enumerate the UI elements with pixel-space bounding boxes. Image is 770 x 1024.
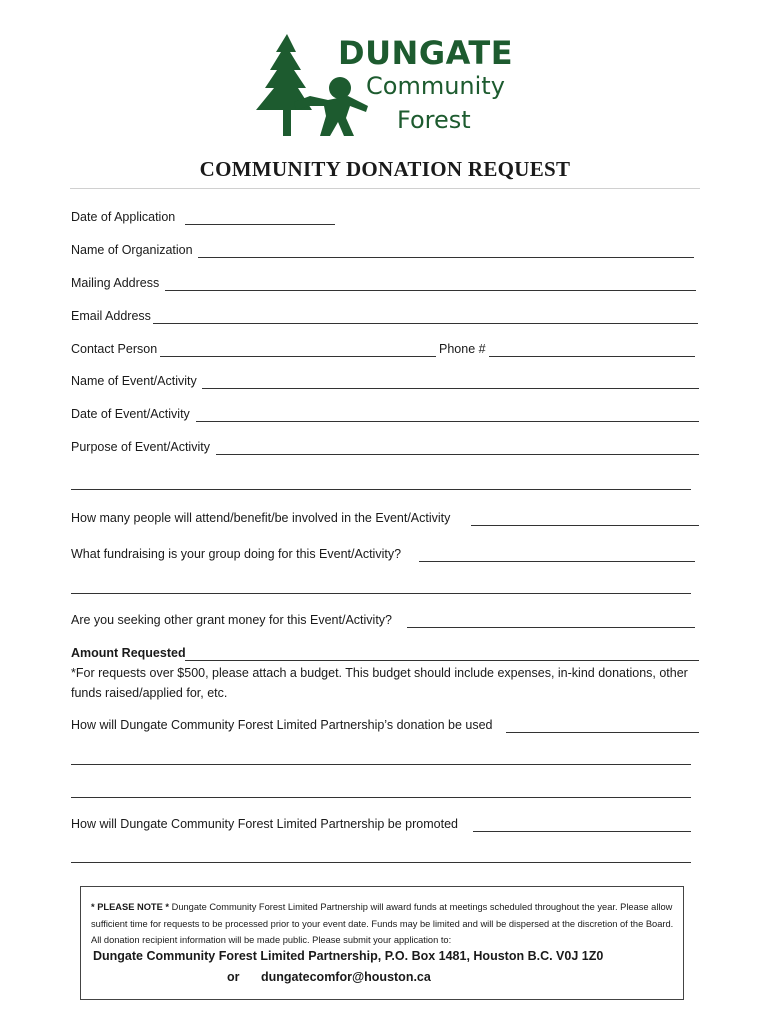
child-figure-icon bbox=[294, 77, 368, 136]
fundraising-field bbox=[71, 545, 696, 563]
notice-body: Dungate Community Forest Limited Partnership will award funds at meetings scheduled throughout the year. Please allow sufficient time for requests to be processed prior to your event date. Funds may be limited and will be dispersed at the discretion of the Board. All donation recipient information will be made public. Please submit your application to: bbox=[91, 902, 674, 945]
event-name-label: Name of Event/Activity bbox=[71, 374, 197, 388]
donation-use-label: How will Dungate Community Forest Limited Partnership’s donation be used bbox=[71, 718, 493, 732]
please-note-label: * PLEASE NOTE * bbox=[91, 902, 170, 912]
mailing-address-text: Dungate Community Forest Limited Partnership, P.O. Box 1481, Houston B.C. V0J 1Z0 bbox=[93, 949, 604, 963]
event-purpose-field bbox=[71, 438, 700, 456]
event-purpose-input[interactable] bbox=[216, 454, 699, 455]
contact-person-field bbox=[71, 340, 698, 358]
donation-use-continued-line-1[interactable] bbox=[71, 764, 691, 765]
event-date-label: Date of Event/Activity bbox=[71, 407, 190, 421]
promotion-continued-line[interactable] bbox=[71, 862, 691, 863]
date-of-application-label: Date of Application bbox=[71, 210, 176, 224]
donation-use-field bbox=[71, 716, 700, 734]
date-of-application-field bbox=[71, 208, 341, 226]
mailing-address-input[interactable] bbox=[165, 290, 696, 291]
title-divider bbox=[70, 188, 700, 189]
logo-title-community: Community bbox=[366, 72, 505, 100]
email-address-field bbox=[71, 307, 699, 325]
phone-input[interactable] bbox=[489, 356, 695, 357]
organization-input[interactable] bbox=[198, 257, 694, 258]
event-date-field bbox=[71, 405, 700, 423]
promotion-label: How will Dungate Community Forest Limited Partnership be promoted bbox=[71, 817, 458, 831]
amount-requested-field bbox=[71, 644, 700, 662]
organization-field bbox=[71, 241, 696, 259]
donation-use-input[interactable] bbox=[506, 732, 699, 733]
event-purpose-label: Purpose of Event/Activity bbox=[71, 440, 210, 454]
donation-use-continued-line-2[interactable] bbox=[71, 797, 691, 798]
tree-icon bbox=[256, 34, 312, 136]
organization-label: Name of Organization bbox=[71, 243, 193, 257]
phone-label: Phone # bbox=[439, 342, 486, 356]
fundraising-label: What fundraising is your group doing for this Event/Activity? bbox=[71, 547, 402, 561]
contact-email-link[interactable]: dungatecomfor@houston.ca bbox=[261, 970, 431, 984]
other-grant-label: Are you seeking other grant money for this Event/Activity? bbox=[71, 613, 392, 627]
attendance-field bbox=[71, 509, 700, 527]
page-title: COMMUNITY DONATION REQUEST bbox=[199, 157, 571, 181]
fundraising-continued-line[interactable] bbox=[71, 593, 691, 594]
submission-notice-text bbox=[91, 899, 676, 949]
logo-title-dungate: DUNGATE bbox=[338, 34, 514, 72]
promotion-input[interactable] bbox=[473, 831, 691, 832]
other-grant-field bbox=[71, 611, 696, 629]
attendance-input[interactable] bbox=[471, 525, 699, 526]
promotion-field bbox=[71, 815, 696, 833]
email-address-label: Email Address bbox=[71, 309, 151, 323]
event-date-input[interactable] bbox=[196, 421, 699, 422]
logo-title-forest: Forest bbox=[397, 106, 471, 134]
mailing-address-label: Mailing Address bbox=[71, 276, 160, 290]
amount-requested-label: Amount Requested bbox=[71, 646, 186, 660]
fundraising-input[interactable] bbox=[419, 561, 695, 562]
event-name-field bbox=[71, 372, 700, 390]
or-text: or bbox=[227, 970, 240, 984]
amount-requested-input[interactable] bbox=[185, 660, 699, 661]
budget-note: *For requests over $500, please attach a budget. This budget should include expenses, in-kind donations, other funds raised/applied for, etc. bbox=[71, 666, 688, 700]
other-grant-input[interactable] bbox=[407, 627, 695, 628]
attendance-label: How many people will attend/benefit/be involved in the Event/Activity bbox=[71, 511, 451, 525]
event-name-input[interactable] bbox=[202, 388, 699, 389]
submission-notice-box bbox=[80, 886, 684, 1000]
event-purpose-continued-line[interactable] bbox=[71, 489, 691, 490]
contact-person-label: Contact Person bbox=[71, 342, 158, 356]
mailing-address-field bbox=[71, 274, 698, 292]
email-address-input[interactable] bbox=[153, 323, 698, 324]
contact-person-input[interactable] bbox=[160, 356, 436, 357]
date-of-application-input[interactable] bbox=[185, 224, 335, 225]
